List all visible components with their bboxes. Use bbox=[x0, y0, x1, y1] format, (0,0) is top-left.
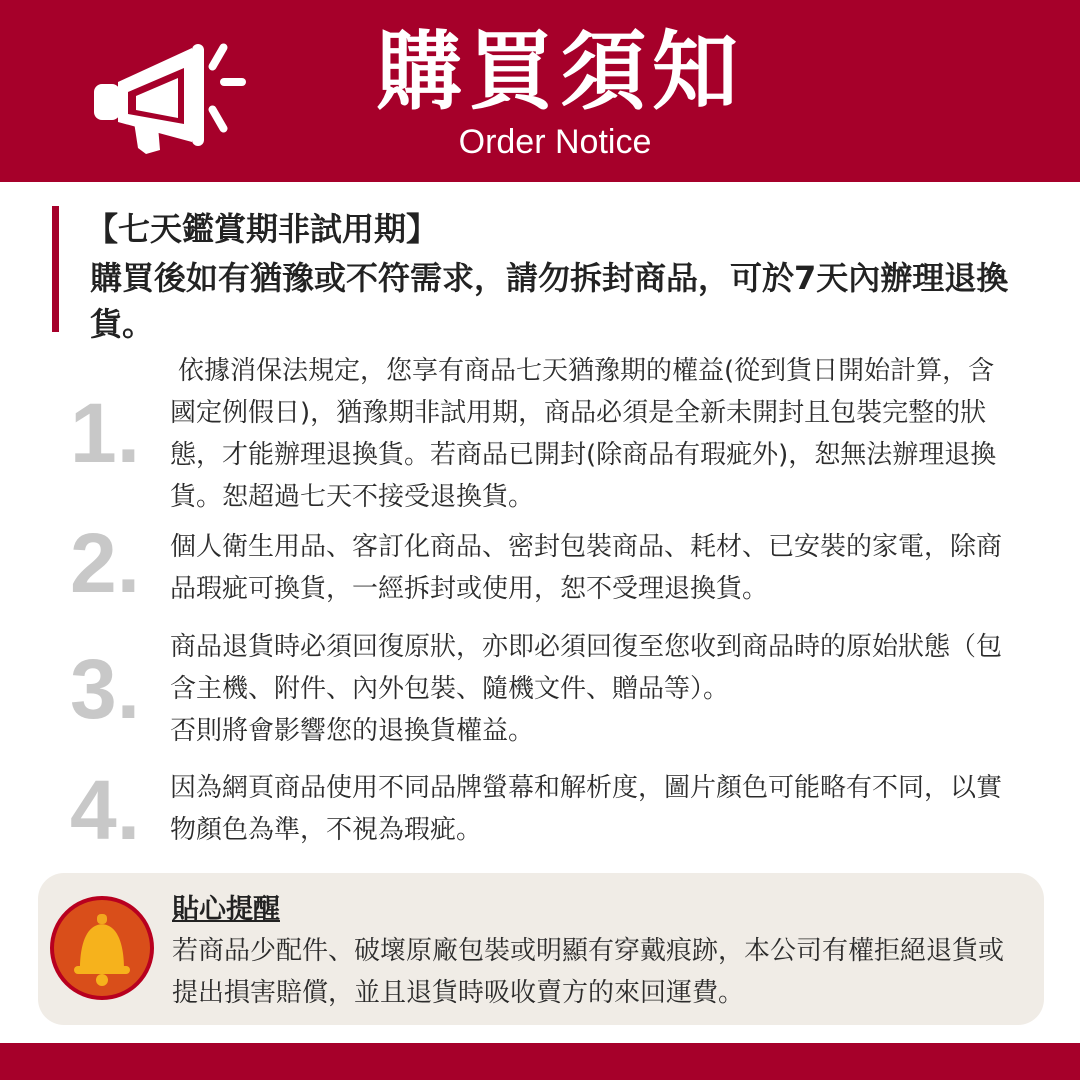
item-number: 4. bbox=[70, 763, 141, 857]
item-text: 個人衛生用品、客訂化商品、密封包裝商品、耗材、已安裝的家電，除商品瑕疵可換貨，一經拆封或使用，恕不受理退換貨。 bbox=[170, 532, 1003, 604]
item-text: 依據消保法規定，您享有商品七天猶豫期的權益(從到貨日開始計算，含國定例假日)，猶豫期非試用期，商品必須是全新未開封且包裝完整的狀態，才能辦理退換貨。若商品已開封(除商品有瑕疵外)，恕無法辦理退換貨。恕超過七天不接受退換貨。 bbox=[170, 356, 997, 512]
item-number: 2. bbox=[70, 516, 141, 610]
item-number: 1. bbox=[70, 386, 141, 480]
intro-accent-bar bbox=[52, 206, 59, 332]
header-banner bbox=[0, 0, 1080, 182]
item-text: 因為網頁商品使用不同品牌螢幕和解析度，圖片顏色可能略有不同，以實物顏色為準，不視為瑕疵。 bbox=[170, 773, 1003, 845]
page-title: 購買須知 bbox=[376, 22, 744, 122]
intro-text: 購買後如有猶豫或不符需求，請勿拆封商品，可於7天內辦理退換貨。 bbox=[90, 259, 1009, 343]
tip-title: 貼心提醒 bbox=[172, 894, 280, 925]
item-number: 3. bbox=[70, 642, 141, 736]
item-text-line: 否則將會影響您的退換貨權益。 bbox=[170, 716, 535, 746]
intro-heading: 【七天鑑賞期非試用期】 bbox=[86, 210, 439, 248]
item-text bbox=[170, 626, 1010, 752]
tip-text: 若商品少配件、破壞原廠包裝或明顯有穿戴痕跡，本公司有權拒絕退貨或提出損害賠償，並且退貨時吸收賣方的來回運費。 bbox=[172, 936, 1005, 1008]
bell-icon bbox=[50, 896, 154, 1000]
page-subtitle: Order Notice bbox=[458, 123, 652, 161]
footer-bar bbox=[0, 1043, 1080, 1080]
item-text-line: 商品退貨時必須回復原狀，亦即必須回復至您收到商品時的原始狀態（包含主機、附件、內外包裝、隨機文件、贈品等）。 bbox=[170, 632, 1003, 704]
